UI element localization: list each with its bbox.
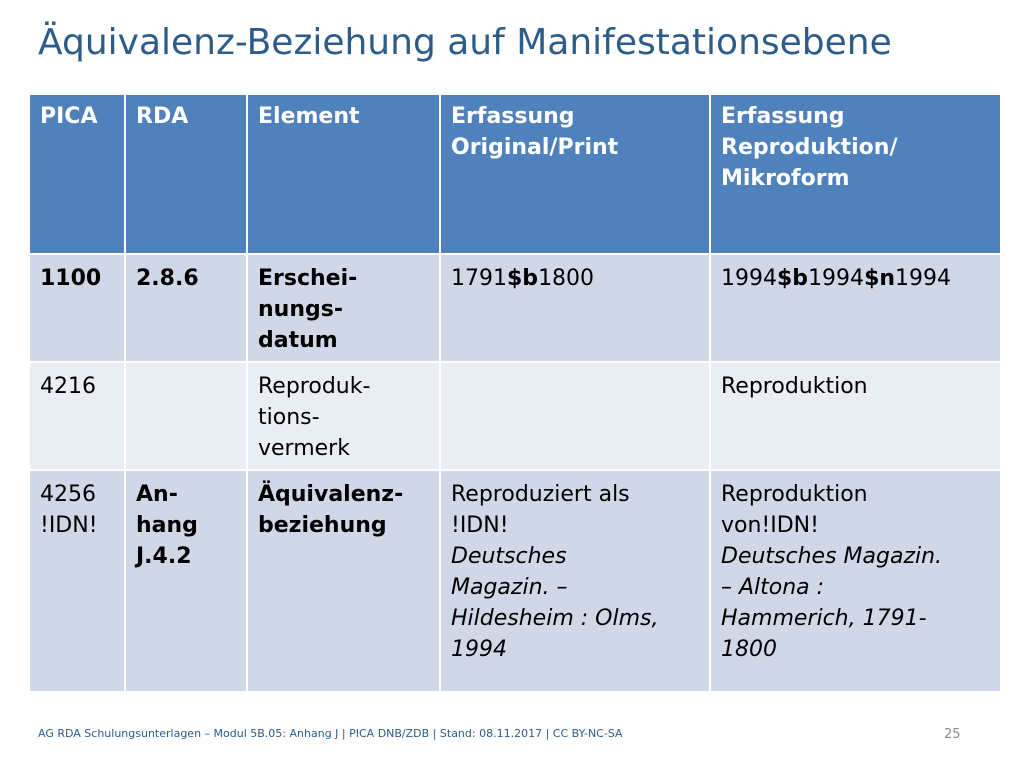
slide-title: Äquivalenz-Beziehung auf Manifestationsebene [38, 22, 892, 63]
equivalence-table [28, 93, 1002, 693]
page-number: 25 [944, 727, 961, 742]
header-rda: RDA [125, 94, 247, 254]
cell-rda [125, 362, 247, 470]
cell-rda: An- hang J.4.2 [125, 470, 247, 692]
cell-original: 1791$b1800 [440, 254, 710, 362]
cell-reproduktion: Reproduktion [710, 362, 1001, 470]
cell-reproduktion: 1994$b1994$n1994 [710, 254, 1001, 362]
header-erfassung-original: Erfassung Original/Print [440, 94, 710, 254]
table-row [29, 470, 1001, 692]
cell-reproduktion: Reproduktion von!IDN! Deutsches Magazin. – Altona : Hammerich, 1791- 1800 [710, 470, 1001, 692]
header-erfassung-reproduktion: Erfassung Reproduktion/ Mikroform [710, 94, 1001, 254]
table-row [29, 254, 1001, 362]
cell-element: Erschei- nungs- datum [247, 254, 440, 362]
header-pica: PICA [29, 94, 125, 254]
slide-footer: AG RDA Schulungsunterlagen – Modul 5B.05: Anhang J | PICA DNB/ZDB | Stand: 08.11.2017 | CC BY-NC-SA [38, 727, 623, 740]
cell-rda: 2.8.6 [125, 254, 247, 362]
header-element: Element [247, 94, 440, 254]
cell-original: Reproduziert als !IDN! Deutsches Magazin. – Hildesheim : Olms, 1994 [440, 470, 710, 692]
cell-pica: 4256 !IDN! [29, 470, 125, 692]
table-row [29, 362, 1001, 470]
cell-element: Äquivalenz- beziehung [247, 470, 440, 692]
cell-pica: 4216 [29, 362, 125, 470]
table-header-row [29, 94, 1001, 254]
cell-pica: 1100 [29, 254, 125, 362]
cell-element: Reproduk- tions- vermerk [247, 362, 440, 470]
cell-original [440, 362, 710, 470]
